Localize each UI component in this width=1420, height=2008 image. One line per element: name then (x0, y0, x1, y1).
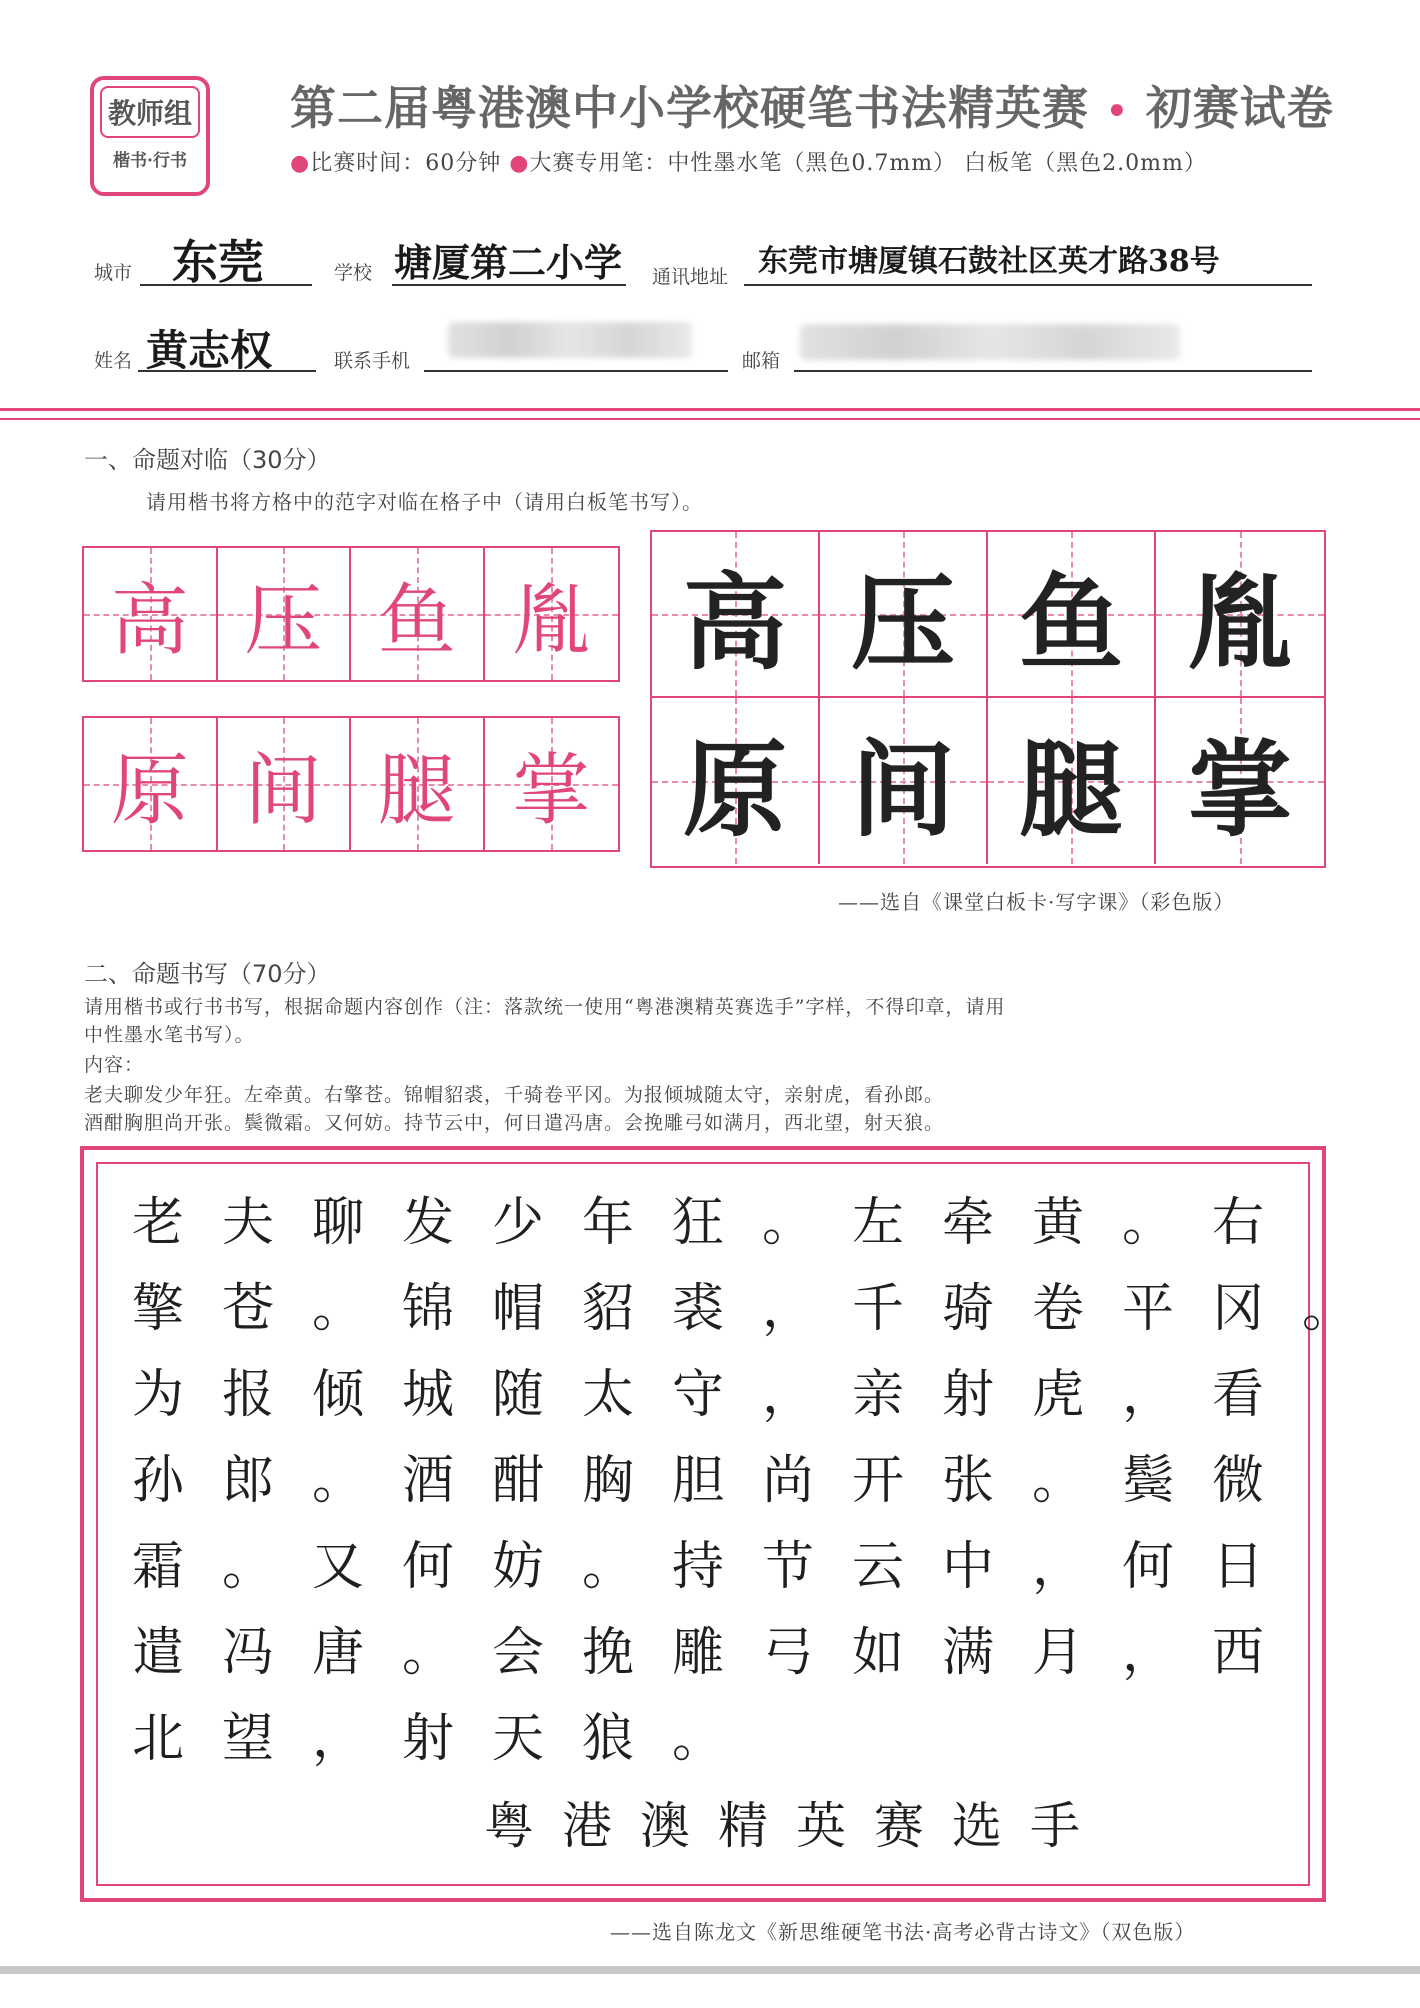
poem-line: 霜。又何妨。持节云中，何日 (132, 1537, 1303, 1597)
model-char: 腿 (377, 746, 456, 836)
answer-char: 高 (682, 561, 787, 684)
model-cell (84, 718, 218, 850)
badge-group-label: 教师组 (100, 86, 200, 138)
poem-line: 孙郎。酒酣胸胆尚开张。鬓微 (132, 1451, 1303, 1511)
answer-char: 鱼 (1018, 561, 1123, 684)
email-redacted (800, 324, 1180, 360)
name-label: 姓名 (94, 350, 133, 372)
header-divider-thin (0, 418, 1420, 420)
answer-char: 腿 (1018, 728, 1123, 851)
section2-instruction: 请用楷书或行书书写，根据命题内容创作（注：落款统一使用“粤港澳精英赛选手”字样，不得印章，请用 (84, 996, 1006, 1018)
bullet-icon: ● (509, 151, 530, 176)
answer-char: 间 (850, 728, 955, 851)
content-line-1: 老夫聊发少年狂。左牵黄。右擎苍。锦帽貂裘，千骑卷平冈。为报倾城随太守，亲射虎，看孙郎。 (84, 1084, 945, 1106)
answer-cell[interactable] (1156, 698, 1324, 864)
time-note: 比赛时间：60分钟 (310, 151, 502, 176)
poem-line: 老夫聊发少年狂。左牵黄。右 (132, 1193, 1303, 1253)
model-char: 压 (244, 576, 323, 666)
city-value[interactable]: 东莞 (172, 235, 264, 289)
copy-answer-grid[interactable] (650, 530, 1326, 868)
model-char: 间 (244, 746, 323, 836)
page-title (290, 72, 1334, 138)
content-label: 内容： (84, 1054, 145, 1076)
answer-char: 掌 (1187, 728, 1292, 851)
model-cell (218, 718, 352, 850)
answer-cell[interactable] (988, 532, 1156, 696)
name-value[interactable]: 黄志权 (146, 326, 273, 375)
poem-line: 擎苍。锦帽貂裘，千骑卷平冈。 (132, 1279, 1393, 1339)
signature: 粤港澳精英赛选手 (484, 1797, 1108, 1855)
poem-line: 为报倾城随太守，亲射虎，看 (132, 1365, 1303, 1425)
email-label: 邮箱 (742, 350, 781, 372)
poem-line: 遣冯唐。会挽雕弓如满月，西 (132, 1623, 1303, 1683)
section1-instruction: 请用楷书将方格中的范字对临在格子中（请用白板笔书写）。 (146, 490, 703, 514)
model-char: 胤 (512, 576, 591, 666)
header-divider (0, 408, 1420, 411)
answer-cell[interactable] (820, 532, 988, 696)
section2-instruction-cont: 中性墨水笔书写）。 (84, 1024, 255, 1046)
badge-script-label: 楷书·行书 (113, 151, 187, 171)
answer-char: 压 (850, 561, 955, 684)
model-grid-row2 (82, 716, 620, 852)
answer-char: 原 (682, 728, 787, 851)
model-grid-row1 (82, 546, 620, 682)
model-char: 鱼 (377, 576, 456, 666)
title-tail: 初赛试卷 (1145, 81, 1334, 135)
school-label: 学校 (334, 262, 373, 284)
scan-edge (0, 1966, 1420, 1974)
poem-line: 北望，射天狼。 (132, 1709, 763, 1769)
address-value[interactable]: 东莞市塘厦镇石鼓社区英才路38号 (758, 244, 1220, 279)
title-separator: • (1106, 91, 1129, 132)
section1-heading: 一、命题对临（30分） (84, 446, 331, 474)
answer-cell[interactable] (652, 698, 820, 864)
model-cell (351, 718, 485, 850)
model-cell (351, 548, 485, 680)
answer-cell[interactable] (652, 532, 820, 696)
answer-cell[interactable] (988, 698, 1156, 864)
section2-heading: 二、命题书写（70分） (84, 960, 331, 988)
bullet-icon: ● (290, 151, 311, 176)
section2-credit: ——选自陈龙文《新思维硬笔书法·高考必背古诗文》（双色版） (610, 1920, 1196, 1944)
city-label: 城市 (94, 262, 133, 284)
address-label: 通讯地址 (652, 266, 729, 288)
group-badge (90, 76, 210, 196)
phone-underline (424, 370, 728, 372)
model-cell (84, 548, 218, 680)
answer-char: 胤 (1187, 561, 1292, 684)
exam-notes (290, 146, 1207, 177)
phone-redacted (448, 322, 692, 358)
model-cell (485, 718, 619, 850)
section1-credit: ——选自《课堂白板卡·写字课》（彩色版） (838, 890, 1235, 914)
answer-row (652, 698, 1324, 864)
pen-note: 大赛专用笔：中性墨水笔（黑色0.7mm） 白板笔（黑色2.0mm） (529, 151, 1207, 176)
email-underline (794, 370, 1312, 372)
model-char: 掌 (512, 746, 591, 836)
content-line-2: 酒酣胸胆尚开张。鬓微霜。又何妨。持节云中，何日遣冯唐。会挽雕弓如满月，西北望，射天狼。 (84, 1112, 945, 1134)
title-main: 第二届粤港澳中小学校硬笔书法精英赛 (290, 81, 1089, 135)
school-value[interactable]: 塘厦第二小学 (394, 240, 623, 285)
address-underline (744, 284, 1312, 286)
model-char: 高 (110, 576, 189, 666)
answer-cell[interactable] (820, 698, 988, 864)
model-char: 原 (110, 746, 189, 836)
phone-label: 联系手机 (334, 350, 411, 372)
answer-row (652, 532, 1324, 698)
model-cell (218, 548, 352, 680)
model-cell (485, 548, 619, 680)
answer-cell[interactable] (1156, 532, 1324, 696)
